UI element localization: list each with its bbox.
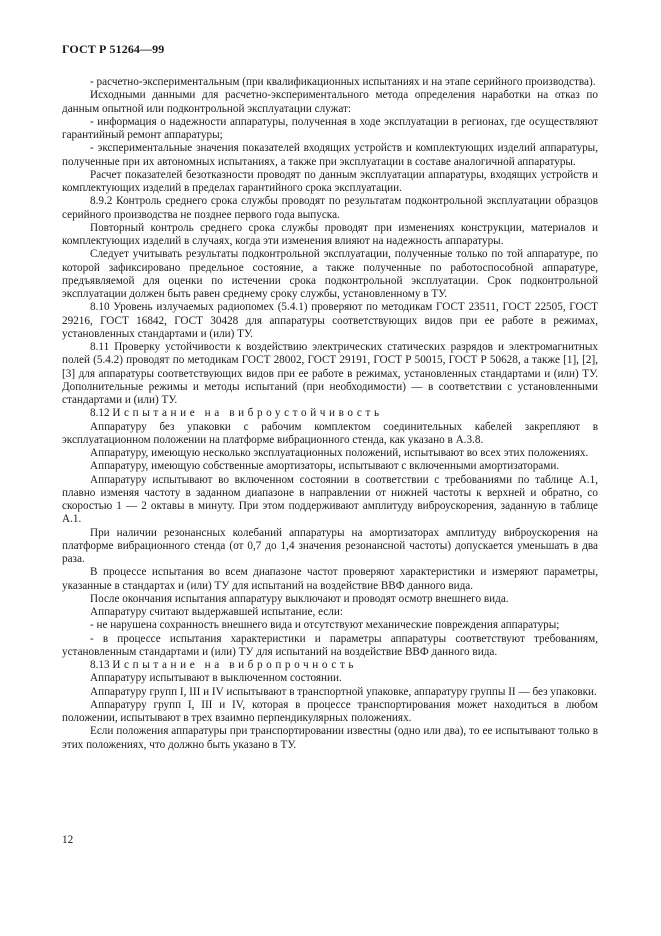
paragraph: Следует учитывать результаты подконтрольной эксплуатации, полученные только по той аппаратуре, по которой зафиксировано предельное состояние, а также полученные по работоспособной аппаратуре, предъявляемой для оценки по истечении срока подконтрольной эксплуатации. Срок подконтрольной эксплуатации должен быть равен среднему сроку службы, установленному в ТУ. xyxy=(62,248,598,300)
standard-header: ГОСТ Р 51264—99 xyxy=(62,42,165,56)
paragraph: В процессе испытания во всем диапазоне частот проверяют характеристики и измеряют параметры, указанные в стандартах и (или) ТУ для испытаний на воздействие ВВФ данного вида. xyxy=(62,566,598,592)
paragraph: Аппаратуру групп I, III и IV испытывают в транспортной упаковке, аппаратуру группы II — без упаковки. xyxy=(90,685,597,698)
paragraph: Аппаратуру групп I, III и IV, которая в процессе транспортирования может находиться в любом положении, испытывают в трех взаимно перпендикулярных положениях. xyxy=(62,698,598,724)
paragraph: Расчет показателей безотказности проводят по данным эксплуатации аппаратуры, входящих устройств и комплектующих изделий в пределах гарантийного срока эксплуатации. xyxy=(62,168,598,194)
section-heading xyxy=(62,659,598,672)
paragraph: - в процессе испытания характеристики и параметры аппаратуры соответствуют требованиям, установленным стандартами и (или) ТУ для испытаний на воздействие ВВФ данного вида. xyxy=(62,632,598,658)
section-title: Испытание на вибропрочность xyxy=(112,659,358,671)
paragraph: - экспериментальные значения показателей входящих устройств и комплектующих изделий аппаратуры, полученные при их автономных испытаниях, а также при эксплуатации в составе аналогичной аппаратуры. xyxy=(62,142,598,168)
document-page xyxy=(62,42,598,752)
section-heading xyxy=(62,407,598,420)
paragraph: Если положения аппаратуры при транспортировании известны (одно или два), то ее испытывают только в этих положениях, что должно быть указано в ТУ. xyxy=(62,725,598,751)
section-title: Испытание на виброустойчивость xyxy=(112,407,383,420)
paragraph: - информация о надежности аппаратуры, полученная в ходе эксплуатации в регионах, где осуществляют гарантийный ремонт аппаратуры; xyxy=(62,115,598,141)
paragraph: При наличии резонансных колебаний аппаратуры на амортизаторах амплитуду виброускорения на платформе вибрационного стенда (от 0,7 до 1,4 значения резонансной частоты) допускается уменьшать в два раза. xyxy=(62,526,598,565)
paragraph: После окончания испытания аппаратуру выключают и проводят осмотр внешнего вида. xyxy=(90,592,509,605)
paragraph: - расчетно-экспериментальным (при квалификационных испытаниях и на этапе серийного производства). xyxy=(90,76,596,88)
paragraph: Аппаратуру испытывают во включенном состоянии в соответствии с требованиями по таблице А.1, плавно изменяя частоту в заданном диапазоне в направлении от нижней частоты к верхней и обратно, со скоростью 1 — 2 октавы в минуту. При этом поддерживают амплитуду виброускорения, заданную в таблице А.1. xyxy=(62,473,598,526)
paragraph: Исходными данными для расчетно-экспериментального метода определения наработки на отказ по данным опытной или подконтрольной эксплуатации служат: xyxy=(62,89,598,115)
paragraph: - не нарушена сохранность внешнего вида и отсутствуют механические повреждения аппаратуры; xyxy=(90,619,560,632)
paragraph: 8.9.2 Контроль среднего срока службы проводят по результатам подконтрольной эксплуатации образцов серийного производства не позднее первого года выпуска. xyxy=(62,195,598,221)
section-number: 8.13 xyxy=(90,659,110,671)
paragraph: Аппаратуру, имеющую несколько эксплуатационных положений, испытывают во всех этих положениях. xyxy=(90,447,589,459)
paragraph: Повторный контроль среднего срока службы проводят при изменениях конструкции, материалов и комплектующих изделий в случаях, когда эти изменения влияют на надежность аппаратуры. xyxy=(62,221,598,247)
paragraph: Аппаратуру без упаковки с рабочим комплектом соединительных кабелей закрепляют в эксплуатационном положении на платформе вибрационного стенда, как указано в А.3.8. xyxy=(62,420,598,446)
paragraph: 8.11 Проверку устойчивости к воздействию электрических статических разрядов и электромагнитных полей (5.4.2) проводят по методикам ГОСТ 28002, ГОСТ 29191, ГОСТ Р 50015, ГОСТ Р 50628, а также [1], [2], [3] для аппаратуры соответствующих видов при ее работе в режимах, установленных стандартами и (или) ТУ. Дополнительные режимы и методы испытаний (при необходимости) — в соответствии с установленными стандартами и (или) ТУ. xyxy=(62,341,598,406)
paragraph: Аппаратуру считают выдержавшей испытание, если: xyxy=(90,606,343,618)
document-body xyxy=(62,76,598,752)
paragraph: 8.10 Уровень излучаемых радиопомех (5.4.1) проверяют по методикам ГОСТ 23511, ГОСТ 22505, ГОСТ 29216, ГОСТ 16842, ГОСТ 30428 для аппаратуры соответствующих видов при ее работе в режимах, установленных стандартами и (или) ТУ. xyxy=(62,301,598,340)
paragraph: Аппаратуру, имеющую собственные амортизаторы, испытывают с включенными амортизаторами. xyxy=(90,460,560,473)
paragraph: Аппаратуру испытывают в выключенном состоянии. xyxy=(90,672,342,685)
section-number: 8.12 xyxy=(90,407,110,420)
page-number: 12 xyxy=(62,834,74,846)
